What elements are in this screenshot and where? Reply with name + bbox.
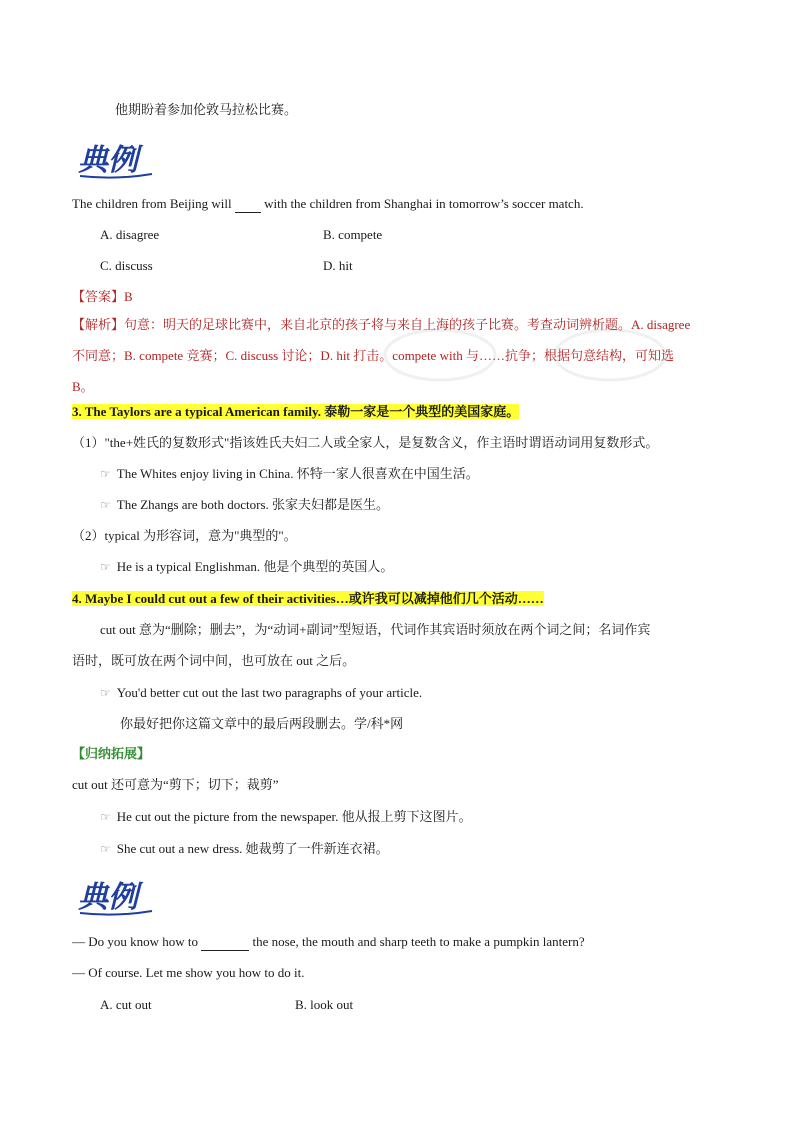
svg-text:典例: 典例 bbox=[78, 880, 138, 915]
section4-title: 4. Maybe I could cut out a few of their activities…或许我可以减掉他们几个活动…… bbox=[72, 591, 544, 606]
section3-title: 3. The Taylors are a typical American family. 泰勒一家是一个典型的美国家庭。 bbox=[72, 404, 520, 419]
section4-example1: ☞ You'd better cut out the last two paragraphs of your article. bbox=[100, 685, 423, 700]
section3-example3: ☞ He is a typical Englishman. 他是个典型的英国人。 bbox=[100, 559, 394, 574]
svg-text:典例: 典例 bbox=[78, 143, 138, 178]
section3-example1: ☞ The Whites enjoy living in China. 怀特一家人很喜欢在中国生活。 bbox=[100, 466, 479, 481]
example2-question-2: — Of course. Let me show you how to do it. bbox=[72, 965, 305, 980]
section3-point1: （1）"the+姓氏的复数形式"指该姓氏夫妇二人或全家人，是复数含义，作主语时谓语动词用复数形式。 bbox=[72, 435, 659, 450]
extension-label: 【归纳拓展】 bbox=[72, 746, 151, 761]
example1-option-b: B. compete bbox=[323, 227, 383, 242]
answer-blank[interactable] bbox=[235, 198, 261, 213]
section3-example2: ☞ The Zhangs are both doctors. 张家夫妇都是医生。 bbox=[100, 497, 389, 512]
pointing-hand-icon: ☞ bbox=[100, 686, 111, 700]
example2-question-1: — Do you know how to the nose, the mouth and sharp teeth to make a pumpkin lantern? bbox=[72, 934, 585, 949]
example2-option-a: A. cut out bbox=[100, 997, 152, 1012]
analysis-line-1: 【解析】句意：明天的足球比赛中，来自北京的孩子将与来自上海的孩子比赛。考查动词辨析题。A. disagree bbox=[72, 317, 691, 332]
analysis-line-3: B。 bbox=[72, 379, 94, 394]
section4-example2: ☞ He cut out the picture from the newspaper. 他从报上剪下这图片。 bbox=[100, 809, 472, 824]
pointing-hand-icon: ☞ bbox=[100, 842, 111, 856]
example1-option-a: A. disagree bbox=[100, 227, 160, 242]
intro-translation: 他期盼着参加伦敦马拉松比赛。 bbox=[115, 102, 298, 117]
example2-option-b: B. look out bbox=[295, 997, 354, 1012]
extension-text: cut out 还可意为“剪下；切下；裁剪” bbox=[72, 777, 279, 792]
pointing-hand-icon: ☞ bbox=[100, 467, 111, 481]
section4-example3: ☞ She cut out a new dress. 她裁剪了一件新连衣裙。 bbox=[100, 841, 389, 856]
answer-blank[interactable] bbox=[201, 936, 249, 951]
pointing-hand-icon: ☞ bbox=[100, 498, 111, 512]
example-logo bbox=[76, 873, 156, 917]
answer-line: 【答案】B bbox=[72, 289, 133, 304]
pointing-hand-icon: ☞ bbox=[100, 810, 111, 824]
analysis-line-2: 不同意；B. compete 竞赛；C. discuss 讨论；D. hit 打击。compete with 与……抗争；根据句意结构，可知选 bbox=[72, 348, 674, 363]
section3-point2: （2）typical 为形容词，意为"典型的"。 bbox=[72, 528, 297, 543]
section4-example1-translation: 你最好把你这篇文章中的最后两段删去。学/科*网 bbox=[120, 716, 404, 731]
section4-explanation-1: cut out 意为“删除；删去”，为“动词+副词”型短语，代词作其宾语时须放在两个词之间；名词作宾 bbox=[100, 622, 651, 637]
section4-explanation-2: 语时，既可放在两个词中间，也可放在 out 之后。 bbox=[72, 653, 356, 668]
example-logo bbox=[76, 136, 156, 180]
example1-option-d: D. hit bbox=[323, 258, 353, 273]
example1-question: The children from Beijing will with the children from Shanghai in tomorrow’s soccer match. bbox=[72, 196, 584, 211]
example1-option-c: C. discuss bbox=[100, 258, 153, 273]
pointing-hand-icon: ☞ bbox=[100, 560, 111, 574]
